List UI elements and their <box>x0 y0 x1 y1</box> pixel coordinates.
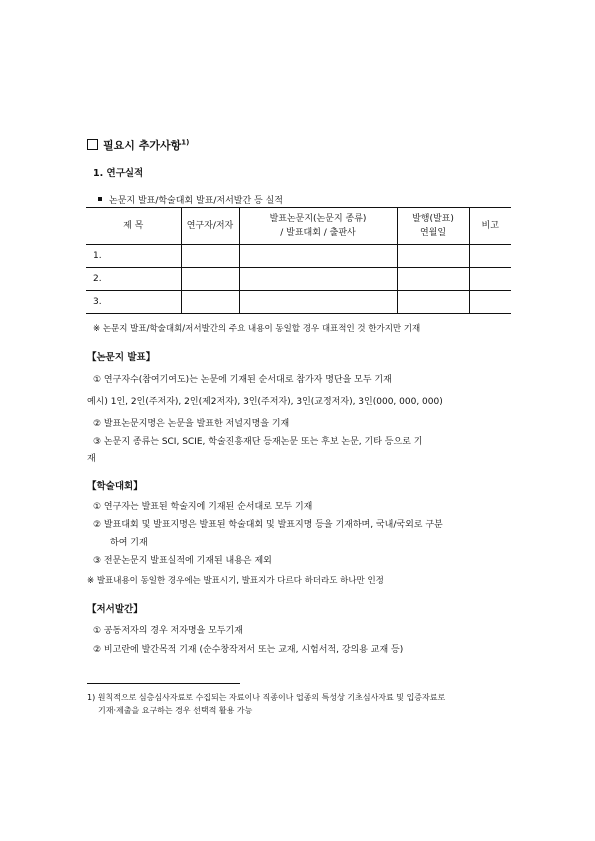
subsection-title: 1. 연구실적 <box>93 168 144 179</box>
table-row <box>86 245 511 268</box>
bullet-line <box>98 193 283 206</box>
table-cell[interactable] <box>239 268 397 291</box>
table-cell[interactable]: 2. <box>86 268 181 291</box>
table-cell[interactable] <box>397 291 469 314</box>
table-note: ※ 논문지 발표/학술대회/저서발간의 주요 내용이 동일할 경우 대표적인 것 한가지만 기재 <box>93 324 421 334</box>
conference-item-1: ① 연구자는 발표된 학술지에 기재된 순서대로 모두 기재 <box>93 502 313 512</box>
header-journal: 발표논문지(논문지 종류) / 발표대회 / 출판사 <box>239 208 397 245</box>
footnote-divider <box>87 683 240 684</box>
checkbox-square-icon <box>87 139 98 150</box>
header-title: 제 목 <box>86 208 181 245</box>
paper-item-1: ① 연구자수(참여기여도)는 논문에 기재된 순서대로 참가자 명단을 모두 기재 <box>93 375 392 385</box>
table-cell[interactable] <box>181 268 239 291</box>
table-row <box>86 291 511 314</box>
table-cell[interactable] <box>239 245 397 268</box>
table-cell[interactable]: 3. <box>86 291 181 314</box>
book-item-1: ① 공동저자의 경우 저자명을 모두기재 <box>93 626 243 636</box>
conference-note: ※ 발표내용이 동일한 경우에는 발표시기, 발표지가 다르다 하더라도 하나만 인정 <box>87 576 384 586</box>
book-item-2: ② 비고란에 발간목적 기재 (순수창작저서 또는 교재, 시험서적, 강의용 교재 등) <box>93 645 404 655</box>
conference-item-2-cont: 하여 기재 <box>110 538 148 548</box>
table-cell[interactable] <box>181 245 239 268</box>
table-cell[interactable] <box>397 245 469 268</box>
paper-item-2: ② 발표논문지명은 논문을 발표한 저널지명을 기재 <box>93 419 290 429</box>
table-cell[interactable] <box>469 291 511 314</box>
book-heading: 【저서발간】 <box>87 604 143 615</box>
paper-example: 예시) 1인, 2인(주저자), 2인(제2저자), 3인(주저자), 3인(교정저자), 3인(000, 000, 000) <box>87 397 443 407</box>
footnote-line-2: 기재·제출을 요구하는 경우 선택적 활용 가능 <box>98 706 253 715</box>
header-author: 연구자/저자 <box>181 208 239 245</box>
table-cell[interactable] <box>181 291 239 314</box>
bullet-text: 논문지 발표/학술대회 발표/저서발간 등 실적 <box>109 196 284 206</box>
bullet-square-icon <box>98 197 102 201</box>
table-row <box>86 268 511 291</box>
table-header-row <box>86 208 511 245</box>
header-remarks: 비고 <box>469 208 511 245</box>
section-title-text: 필요시 추가사항 <box>103 139 182 152</box>
footnote-line-1: 1) 원칙적으로 심층심사자료로 수집되는 자료이나 직종이나 업종의 특성상 기초심사자료 및 입증자료로 <box>87 693 446 702</box>
table-cell[interactable]: 1. <box>86 245 181 268</box>
conference-item-3: ③ 전문논문지 발표실적에 기재된 내용은 제외 <box>93 556 272 566</box>
header-date: 발행(발표) 연월일 <box>397 208 469 245</box>
section-title <box>87 137 189 153</box>
paper-item-3: ③ 논문지 종류는 SCI, SCIE, 학술진흥재단 등재논문 또는 후보 논문, 기타 등으로 기 <box>93 437 423 447</box>
table-cell[interactable] <box>469 268 511 291</box>
paper-item-3-cont: 재 <box>87 454 96 464</box>
conference-item-2: ② 발표대회 및 발표지명은 발표된 학술대회 및 발표지명 등을 기재하며, 국내/국외로 구분 <box>93 520 443 530</box>
research-record-table <box>86 207 511 314</box>
conference-heading: 【학술대회】 <box>87 481 143 492</box>
table-cell[interactable] <box>397 268 469 291</box>
table-cell[interactable] <box>469 245 511 268</box>
paper-heading: 【논문지 발표】 <box>87 352 156 363</box>
footnote-ref[interactable]: 1) <box>181 138 190 147</box>
table-cell[interactable] <box>239 291 397 314</box>
